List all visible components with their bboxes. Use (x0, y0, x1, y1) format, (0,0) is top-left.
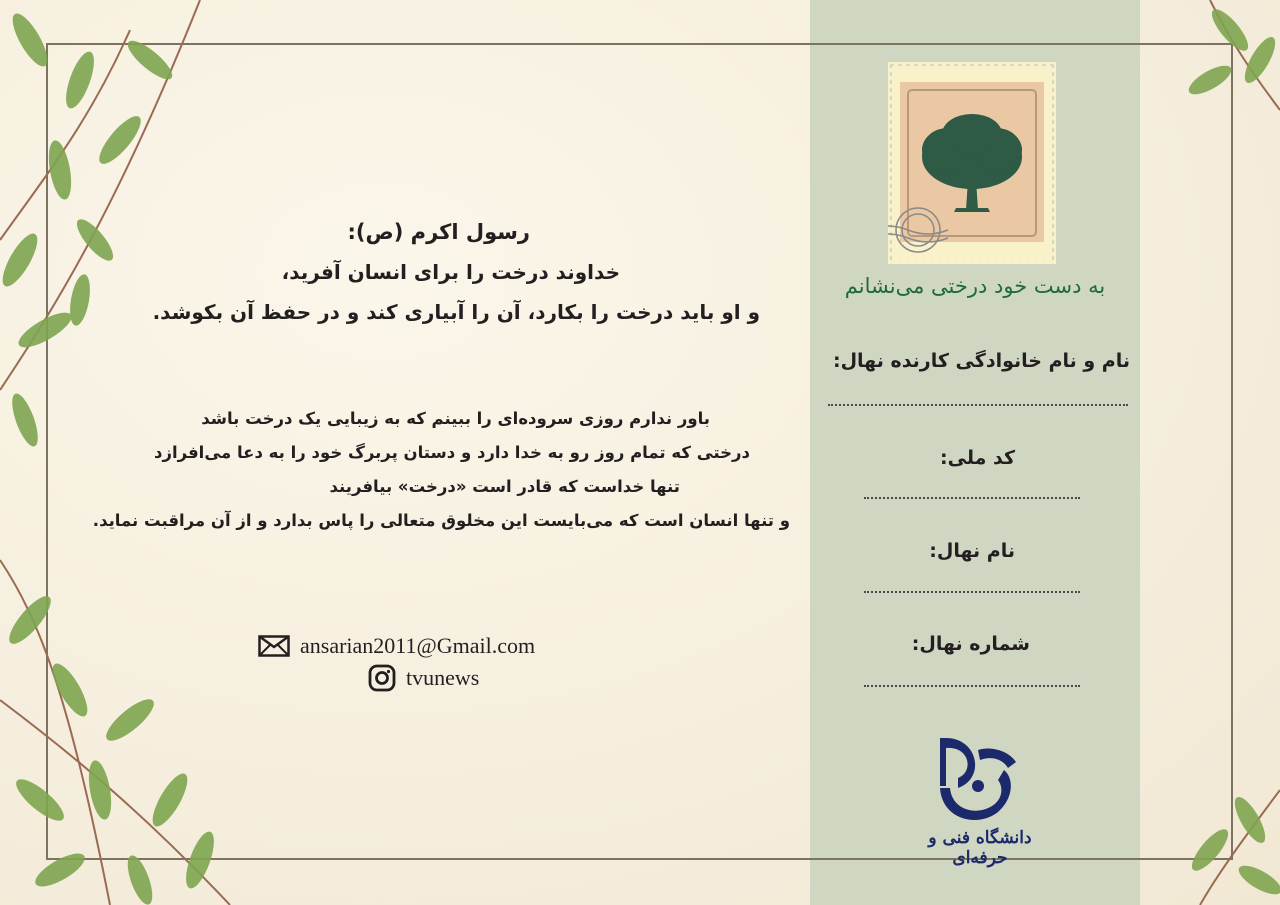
email-address[interactable]: ansarian2011@Gmail.com (300, 633, 536, 658)
poem-line: درختی که تمام روز رو به خدا دارد و دستان پربرگ خود را به دعا می‌افرازد (153, 443, 750, 462)
quote-line: خداوند درخت را برای انسان آفرید، (281, 260, 620, 284)
poem-line: تنها خداست که قادر است «درخت» بیافریند (329, 477, 680, 496)
sapling-number-label: شماره نهال: (911, 633, 1030, 655)
quote-line: و او باید درخت را بکارد، آن را آبیاری کند و در حفظ آن بکوشد. (152, 300, 760, 324)
planter-name-label: نام و نام خانوادگی کارنده نهال: (832, 350, 1130, 372)
tree-stamp-icon (888, 62, 1056, 264)
planter-name-field[interactable] (828, 404, 1128, 406)
card-slogan: به دست خود درختی می‌نشانم (844, 274, 1106, 298)
national-code-field[interactable] (864, 497, 1080, 499)
poem-line: باور ندارم روزی سروده‌ای را ببینم که به زیبایی یک درخت باشد (201, 409, 710, 428)
sapling-name-label: نام نهال: (929, 540, 1015, 562)
instagram-row (258, 662, 535, 694)
national-code-label: کد ملی: (940, 447, 1015, 469)
instagram-handle[interactable]: tvunews (406, 665, 480, 690)
sapling-number-field[interactable] (864, 685, 1080, 687)
instagram-icon (368, 664, 396, 692)
university-name: دانشگاه فنی و حرفه‌ای (928, 828, 1032, 868)
contact-info (258, 630, 535, 694)
quote-attribution: رسول اکرم (ص): (347, 220, 530, 244)
email-row (258, 630, 535, 662)
prophet-quote (100, 212, 760, 332)
tree-poem (80, 402, 790, 538)
poem-line: و تنها انسان است که می‌بایست این مخلوق متعالی را پاس بدارد و از آن مراقبت نماید. (92, 511, 790, 530)
envelope-icon (258, 635, 290, 657)
sapling-name-field[interactable] (864, 591, 1080, 593)
